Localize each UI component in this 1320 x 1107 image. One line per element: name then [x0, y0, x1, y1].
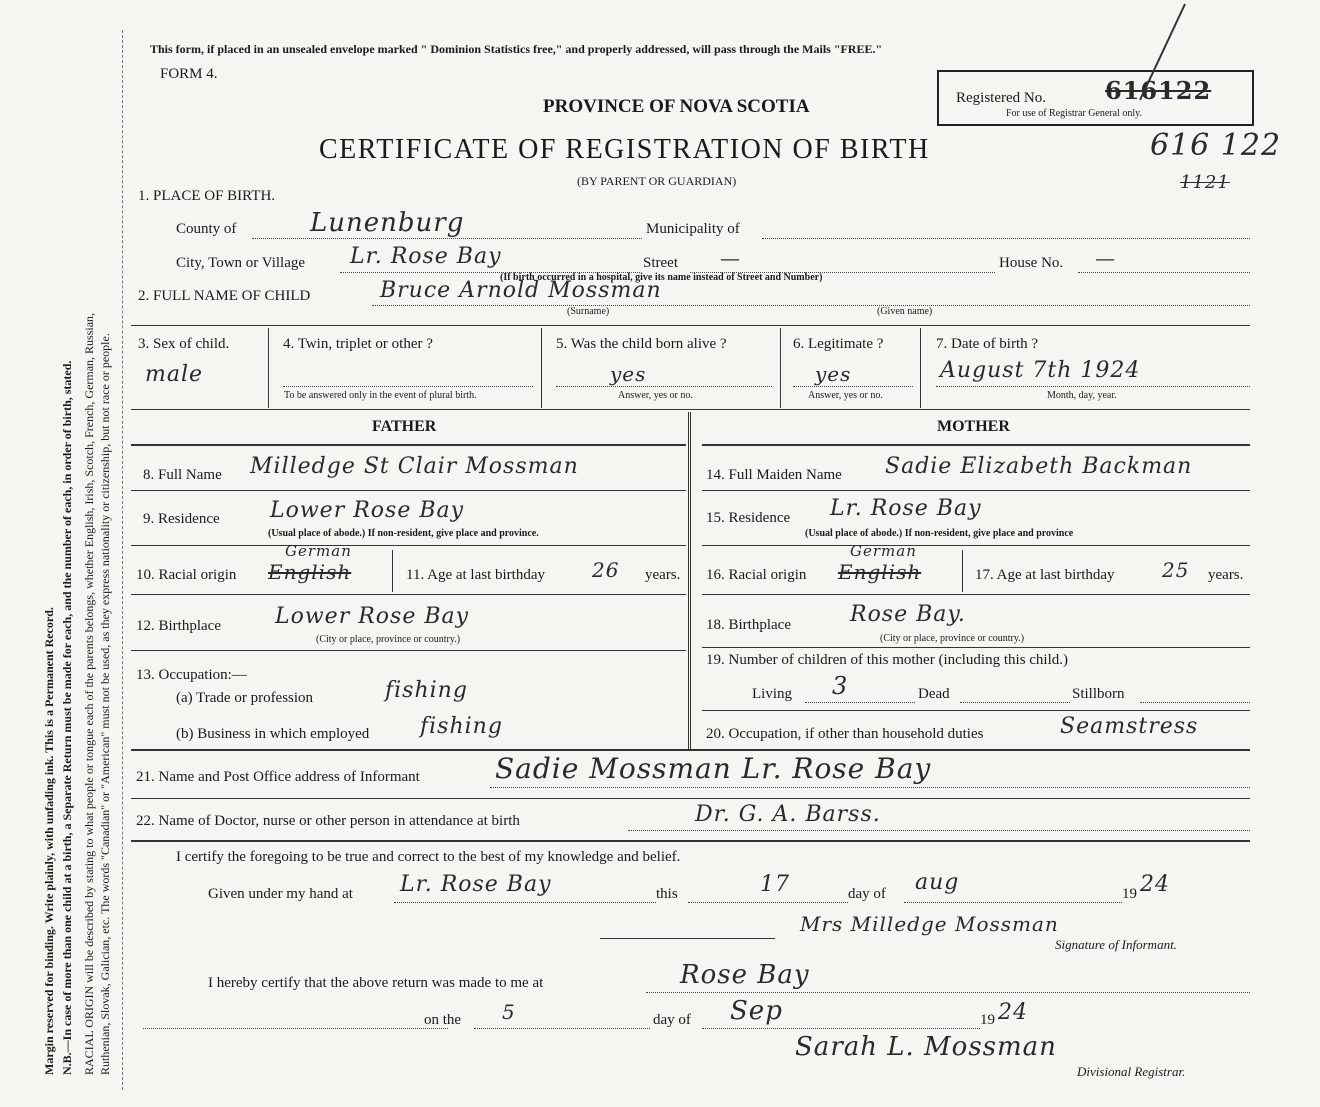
given-label: Given under my hand at [208, 886, 353, 902]
registrar-day-line [474, 1028, 650, 1029]
mother-name-value: Sadie Elizabeth Backman [885, 454, 1193, 479]
alive-value: yes [610, 362, 647, 386]
certificate-title: CERTIFICATE OF REGISTRATION OF BIRTH [319, 134, 930, 165]
father-residence-label: 9. Residence [143, 511, 220, 527]
father-row-rule-1 [131, 490, 686, 491]
father-age-value: 26 [592, 558, 620, 582]
diagonal-pen-mark [1120, 0, 1200, 110]
registrar-year-value: 24 [998, 1000, 1028, 1025]
father-row-rule-2 [131, 545, 686, 546]
doctor-line [628, 830, 1250, 831]
given-place-line [394, 902, 656, 903]
informant-signature: Mrs Milledge Mossman [800, 912, 1059, 936]
father-business-label: (b) Business in which employed [176, 726, 370, 742]
registrar-month-line [702, 1028, 980, 1029]
mother-residence-value: Lr. Rose Bay [830, 496, 982, 521]
mother-row-rule-2 [702, 545, 1250, 546]
father-years-label: years. [645, 567, 681, 583]
twin-label: 4. Twin, triplet or other ? [283, 336, 433, 352]
side-note-binding: Margin reserved for binding. Write plainly, with unfading ink. This is a Permanent Record. [42, 607, 56, 1075]
father-race-correction: German [285, 542, 352, 560]
mother-dead-label: Dead [918, 686, 950, 702]
father-row-rule-3 [131, 594, 686, 595]
father-name-value: Milledge St Clair Mossman [250, 454, 579, 479]
mother-stillborn-label: Stillborn [1072, 686, 1125, 702]
col-divider-2 [541, 328, 542, 408]
form-number: FORM 4. [160, 66, 218, 82]
dob-note: Month, day, year. [1047, 390, 1117, 401]
father-occupation-label: 13. Occupation:— [136, 667, 247, 683]
alive-label: 5. Was the child born alive ? [556, 336, 727, 352]
mother-birthplace-note: (City or place, province or country.) [880, 633, 1025, 644]
mother-row-rule-3 [702, 594, 1250, 595]
father-residence-note: (Usual place of abode.) If non-resident, give place and province. [268, 528, 539, 539]
registered-number: 616122 [1105, 76, 1212, 105]
legitimate-note: Answer, yes or no. [808, 390, 883, 401]
mother-living-line [805, 702, 915, 703]
informant-label: 21. Name and Post Office address of Informant [136, 769, 420, 785]
city-value: Lr. Rose Bay [350, 244, 502, 269]
mother-heading: MOTHER [937, 418, 1010, 435]
mother-living-label: Living [752, 686, 792, 702]
street-value: — [720, 246, 741, 270]
side-note-multiple-births: N.B.—In case of more than one child at a birth, a Separate Return must be made for each, and the number of each, in order of birth, stated. [60, 360, 74, 1075]
col-divider-4 [920, 328, 921, 408]
twin-note: To be answered only in the event of plural birth. [284, 390, 477, 401]
mother-name-label: 14. Full Maiden Name [706, 467, 842, 483]
certify-statement: I certify the foregoing to be true and correct to the best of my knowledge and belief. [176, 849, 681, 865]
alive-line [556, 386, 772, 387]
section-rule-certify [131, 840, 1250, 842]
father-birthplace-note: (City or place, province or country.) [316, 634, 461, 645]
father-trade-value: fishing [385, 678, 468, 703]
city-label: City, Town or Village [176, 255, 306, 271]
section-rule-informant [131, 749, 1250, 751]
house-line [1078, 272, 1250, 273]
mother-dead-line [960, 702, 1070, 703]
side-note-racial-origin-2: Ruthenian, Slovak, Galician, etc. The words "Canadian" or "American" must not be used, as they express nationality or citizenship, but not race or people. [98, 333, 112, 1075]
col-divider-1 [268, 328, 269, 408]
father-heading: FATHER [372, 418, 437, 435]
province-heading: PROVINCE OF NOVA SCOTIA [543, 96, 810, 117]
registrar-title: Divisional Registrar. [1077, 1064, 1186, 1079]
registrar-left-line [143, 1028, 448, 1029]
registrar-on-the-label: on the [424, 1012, 462, 1028]
street-label: Street [643, 255, 678, 271]
given-day-value: 17 [760, 872, 790, 897]
given-day-line [688, 902, 848, 903]
county-line [252, 238, 642, 239]
this-label: this [656, 886, 678, 902]
registrar-day-value: 5 [502, 1000, 516, 1024]
registrar-place-line [646, 992, 1250, 993]
mother-race-label: 16. Racial origin [706, 567, 807, 583]
municipality-label: Municipality of [646, 221, 740, 237]
col-divider-3 [780, 328, 781, 408]
dob-value: August 7th 1924 [940, 358, 1141, 383]
registrar-signature: Sarah L. Mossman [795, 1032, 1057, 1062]
mother-rule [702, 444, 1250, 446]
mother-occupation-value: Seamstress [1060, 714, 1199, 739]
father-race-value: English [268, 560, 352, 584]
mail-note: This form, if placed in an unsealed envelope marked " Dominion Statistics free," and properly addressed, will pass through the Mails "FREE." [150, 42, 883, 56]
father-age-label: 11. Age at last birthday [406, 567, 545, 583]
mother-years-label: years. [1208, 567, 1244, 583]
house-label: House No. [999, 255, 1064, 271]
mother-living-value: 3 [832, 672, 849, 700]
mother-children-label: 19. Number of children of this mother (including this child.) [706, 652, 1069, 668]
legitimate-line [793, 386, 913, 387]
father-row-rule-4 [131, 650, 686, 651]
registered-label: Registered No. [956, 90, 1046, 106]
old-number: 1121 [1180, 172, 1230, 193]
doctor-label: 22. Name of Doctor, nurse or other person in attendance at birth [136, 813, 520, 829]
mother-race-correction: German [850, 542, 917, 560]
house-value: — [1095, 246, 1116, 270]
father-trade-label: (a) Trade or profession [176, 690, 314, 706]
doctor-value: Dr. G. A. Barss. [695, 802, 881, 827]
margin-rule [122, 30, 123, 1090]
registered-number-handwritten: 616 122 [1150, 128, 1282, 163]
mother-birthplace-value: Rose Bay. [850, 602, 966, 627]
given-month-line [904, 902, 1122, 903]
county-label: County of [176, 221, 237, 237]
mother-occupation-label: 20. Occupation, if other than household duties [706, 726, 984, 742]
registrar-place-value: Rose Bay [680, 960, 810, 990]
certificate-subtitle: (BY PARENT OR GUARDIAN) [577, 174, 737, 188]
sex-label: 3. Sex of child. [138, 336, 230, 352]
mother-residence-note: (Usual place of abode.) If non-resident, give place and province [805, 528, 1074, 539]
mother-age-label: 17. Age at last birthday [975, 567, 1115, 583]
informant-line [490, 787, 1250, 788]
side-note-racial-origin: RACIAL ORIGIN will be described by stating to what people or tongue each of the parents belongs, whether English, Irish, Scotch, French, German, Russian, [82, 312, 96, 1075]
given-dayof-label: day of [848, 886, 886, 902]
mother-row-rule-1 [702, 490, 1250, 491]
mother-age-value: 25 [1162, 558, 1190, 582]
place-of-birth-label: 1. PLACE OF BIRTH. [138, 188, 276, 204]
registrar-dayof-label: day of [653, 1012, 691, 1028]
legitimate-value: yes [815, 362, 852, 386]
mother-race-value: English [838, 560, 922, 584]
child-name-value: Bruce Arnold Mossman [380, 278, 662, 303]
father-race-label: 10. Racial origin [136, 567, 237, 583]
informant-signature-rule [600, 938, 775, 939]
registrar-statement: I hereby certify that the above return was made to me at [208, 975, 544, 991]
child-name-label: 2. FULL NAME OF CHILD [138, 288, 311, 304]
mother-birthplace-label: 18. Birthplace [706, 617, 791, 633]
alive-note: Answer, yes or no. [618, 390, 693, 401]
sex-value: male [145, 362, 204, 387]
row-rule-bottom [131, 409, 1250, 410]
father-rule [131, 444, 686, 446]
informant-signature-label: Signature of Informant. [1055, 937, 1177, 952]
dob-label: 7. Date of birth ? [936, 336, 1039, 352]
legitimate-label: 6. Legitimate ? [793, 336, 884, 352]
father-business-value: fishing [420, 714, 503, 739]
given-name-note: (Given name) [877, 306, 933, 317]
informant-value: Sadie Mossman Lr. Rose Bay [495, 752, 932, 785]
row-rule-top [131, 325, 1250, 326]
twin-line [283, 386, 533, 387]
mother-row-rule-4 [702, 647, 1250, 648]
father-race-divider [392, 550, 393, 592]
given-month-value: aug [915, 870, 960, 895]
child-name-line [372, 305, 1250, 306]
father-birthplace-label: 12. Birthplace [136, 618, 221, 634]
center-divider [688, 412, 691, 749]
given-year-prefix: 19 [1122, 886, 1137, 902]
surname-note: (Surname) [567, 306, 610, 317]
given-place-value: Lr. Rose Bay [400, 872, 552, 897]
mother-row-rule-5 [702, 710, 1250, 711]
mother-residence-label: 15. Residence [706, 510, 791, 526]
registrar-use-note: For use of Registrar General only. [1006, 108, 1142, 119]
given-year-value: 24 [1140, 872, 1170, 897]
registrar-year-prefix: 19 [980, 1012, 995, 1028]
father-name-label: 8. Full Name [143, 467, 222, 483]
dob-line [936, 386, 1250, 387]
father-birthplace-value: Lower Rose Bay [275, 604, 470, 629]
section-rule-doctor [131, 798, 1250, 799]
mother-stillborn-line [1140, 702, 1250, 703]
county-value: Lunenburg [310, 208, 465, 238]
hospital-note: (If birth occurred in a hospital, give its name instead of Street and Number) [500, 272, 823, 283]
municipality-line [762, 238, 1250, 239]
registrar-month-value: Sep [730, 996, 783, 1026]
mother-race-divider [962, 550, 963, 592]
father-residence-value: Lower Rose Bay [270, 498, 465, 523]
